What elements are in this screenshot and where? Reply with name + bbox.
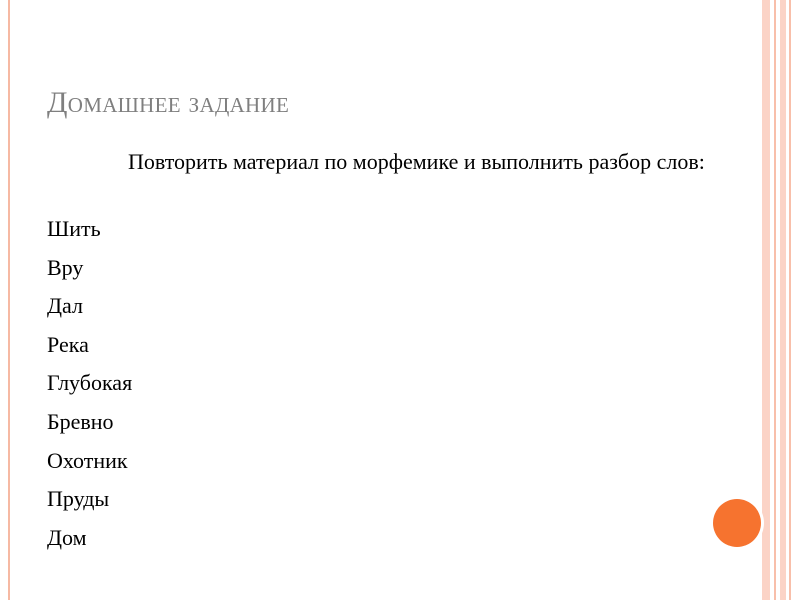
list-item: Дом bbox=[47, 524, 87, 550]
instruction-text: Повторить материал по морфемике и выполнить разбор слов: bbox=[128, 149, 705, 174]
list-item: Пруды bbox=[47, 486, 110, 512]
slide-title: Домашнее задание bbox=[47, 86, 290, 119]
word-list bbox=[47, 216, 132, 563]
right-decor-line-outer bbox=[789, 0, 791, 600]
orange-circle-decoration bbox=[713, 499, 761, 547]
right-decor-line bbox=[774, 0, 776, 600]
list-item: Вру bbox=[47, 254, 84, 280]
right-decor-band bbox=[762, 0, 770, 600]
list-item: Дал bbox=[47, 293, 83, 319]
list-item: Охотник bbox=[47, 447, 128, 473]
list-item: Шить bbox=[47, 216, 101, 241]
list-item: Река bbox=[47, 331, 89, 357]
list-item: Глубокая bbox=[47, 370, 133, 396]
list-item: Бревно bbox=[47, 408, 114, 434]
left-border-line bbox=[8, 0, 10, 600]
right-decor-band-outer bbox=[780, 0, 786, 600]
